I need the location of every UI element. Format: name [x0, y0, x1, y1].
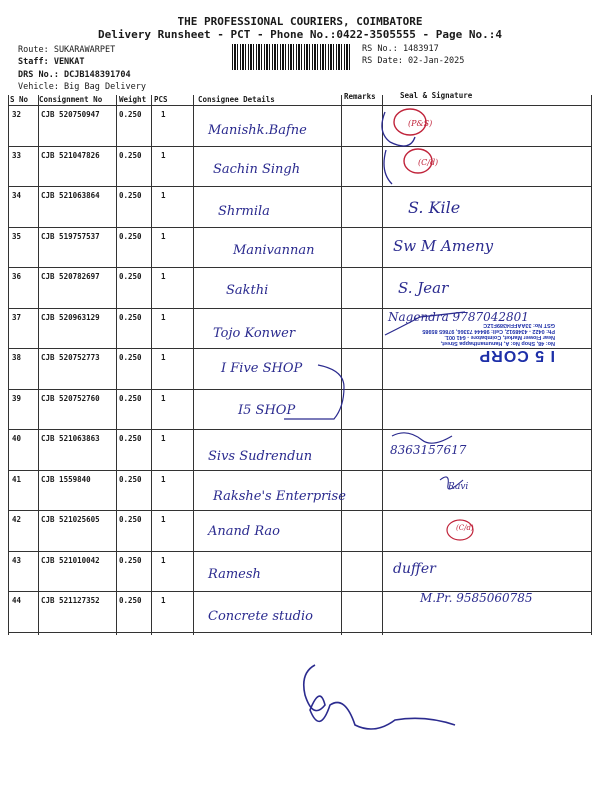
consignee-handwriting: Shrmila	[218, 204, 270, 219]
seal-signature: M.Pr. 9585060785	[420, 591, 533, 605]
cell-sno: 32	[12, 110, 22, 119]
cell-sno: 38	[12, 353, 22, 362]
consignee-handwriting: Tojo Konwer	[213, 325, 296, 341]
seal-signature: duffer	[393, 560, 436, 577]
consignee-handwriting: I Five SHOP	[221, 361, 303, 376]
cell-pcs: 1	[161, 555, 166, 565]
cell-wt: 0.250	[119, 353, 142, 362]
cell-pcs: 1	[161, 110, 166, 119]
stamp-address1: No: 48, Shop No: A, Hanumanthappa Street,	[440, 340, 555, 346]
cell-pcs: 1	[161, 515, 166, 524]
stamp-address2: Near Flower Market, Coimbatore - 641 001.	[444, 334, 555, 340]
stamp-gst: GST No: 33AAFFI4389F1ZC	[483, 322, 555, 328]
cell-wt: 0.250	[119, 110, 142, 119]
cell-cno: CJB 521025605	[41, 515, 100, 524]
page-title: THE PROFESSIONAL COURIERS, COIMBATORE	[177, 15, 423, 28]
cell-sno: 36	[12, 272, 22, 281]
consignee-handwriting: Sivs Sudrendun	[208, 449, 313, 464]
route-label: Route: SUKARAWARPET	[18, 45, 116, 55]
consignee-handwriting: I5 SHOP	[238, 402, 296, 418]
cell-cno: CJB 521063863	[41, 434, 100, 443]
cell-cno: CJB 519757537	[41, 231, 100, 241]
consignee-handwriting: Manivannan	[233, 242, 315, 258]
cell-sno: 37	[12, 312, 22, 322]
col-header-pcs: PCS	[154, 95, 168, 104]
runsheet-title: Delivery Runsheet - PCT - Phone No.:0422-3505555 - Page No.:4	[98, 28, 502, 41]
cell-cno: CJB 520752760	[41, 393, 100, 403]
consignee-handwriting: Sakthi	[226, 283, 269, 298]
cell-pcs: 1	[161, 474, 166, 484]
cell-sno: 41	[12, 474, 22, 484]
cell-wt: 0.250	[119, 150, 142, 160]
vehicle-label: Vehicle: Big Bag Delivery	[18, 82, 146, 92]
cell-wt: 0.250	[119, 515, 142, 524]
cell-sno: 42	[12, 515, 22, 524]
cell-pcs: 1	[161, 191, 166, 200]
cell-cno: CJB 520750947	[41, 110, 100, 119]
consignee-handwriting: Rakshe's Enterprise	[213, 488, 346, 504]
col-header-sno: S No	[10, 95, 29, 104]
cell-cno: CJB 521010042	[41, 555, 100, 565]
seal-signature: S. Kile	[408, 198, 461, 217]
cell-pcs: 1	[161, 596, 166, 605]
cell-cno: CJB 521063864	[41, 191, 100, 200]
col-header-weight: Weight	[119, 95, 147, 104]
cell-sno: 33	[12, 150, 22, 160]
cell-cno: CJB 520782697	[41, 272, 100, 281]
seal-signature: (C/d)	[418, 157, 439, 167]
cell-sno: 35	[12, 231, 22, 241]
cell-pcs: 1	[161, 353, 166, 362]
cell-wt: 0.250	[119, 596, 142, 605]
cell-wt: 0.250	[119, 393, 142, 403]
consignee-handwriting: Anand Rao	[208, 524, 281, 539]
col-header-consignment: Consignment No	[39, 95, 103, 104]
col-header-seal: Seal & Signature	[400, 91, 473, 100]
cell-cno: CJB 1559840	[41, 474, 91, 484]
consignee-handwriting: Manishk.Bafne	[208, 123, 307, 138]
cell-pcs: 1	[161, 393, 166, 403]
cell-wt: 0.250	[119, 191, 142, 200]
rs-number: RS No.: 1483917	[362, 44, 439, 54]
seal-signature: 8363157617	[390, 443, 467, 457]
seal-signature: (P&S)	[408, 119, 433, 128]
cell-sno: 39	[12, 393, 22, 403]
col-header-consignee: Consignee Details	[198, 95, 275, 104]
cell-cno: CJB 521127352	[41, 596, 100, 605]
drs-number: DRS No.: DCJB148391704	[18, 70, 131, 80]
company-stamp	[422, 322, 555, 364]
cell-pcs: 1	[161, 272, 166, 281]
cell-cno: CJB 520963129	[41, 312, 100, 322]
cell-sno: 34	[12, 191, 22, 200]
consignee-handwriting: Sachin Singh	[213, 161, 301, 177]
consignee-handwriting: Concrete studio	[208, 609, 313, 624]
staff-label: Staff: VENKAT	[18, 57, 85, 67]
cell-pcs: 1	[161, 434, 166, 443]
cell-wt: 0.250	[119, 272, 142, 281]
stamp-phone: Ph: 0422 - 4348912, Cell: 98444 73366, 97865 85985	[422, 328, 555, 334]
cell-wt: 0.250	[119, 474, 142, 484]
rs-date: RS Date: 02-Jan-2025	[362, 56, 465, 66]
cell-sno: 44	[12, 596, 22, 605]
cell-wt: 0.250	[119, 434, 142, 443]
cell-sno: 40	[12, 434, 22, 443]
stamp-name: I 5 CORP	[478, 347, 555, 364]
cell-wt: 0.250	[119, 231, 142, 241]
seal-signature: Ravi	[448, 481, 469, 492]
col-header-remarks: Remarks	[344, 92, 376, 101]
cell-wt: 0.250	[119, 312, 142, 322]
cell-sno: 43	[12, 555, 22, 565]
seal-signature: Nagendra 9787042801	[388, 309, 529, 324]
cell-cno: CJB 521047826	[41, 150, 100, 160]
cell-pcs: 1	[161, 312, 166, 322]
seal-signature: (C/d)	[456, 524, 474, 532]
cell-cno: CJB 520752773	[41, 353, 100, 362]
seal-signature: S. Jear	[398, 279, 449, 297]
cell-pcs: 1	[161, 150, 166, 160]
cell-pcs: 1	[161, 231, 166, 241]
cell-wt: 0.250	[119, 555, 142, 565]
consignee-handwriting: Ramesh	[208, 566, 261, 582]
seal-signature: Sw M Ameny	[393, 236, 494, 255]
